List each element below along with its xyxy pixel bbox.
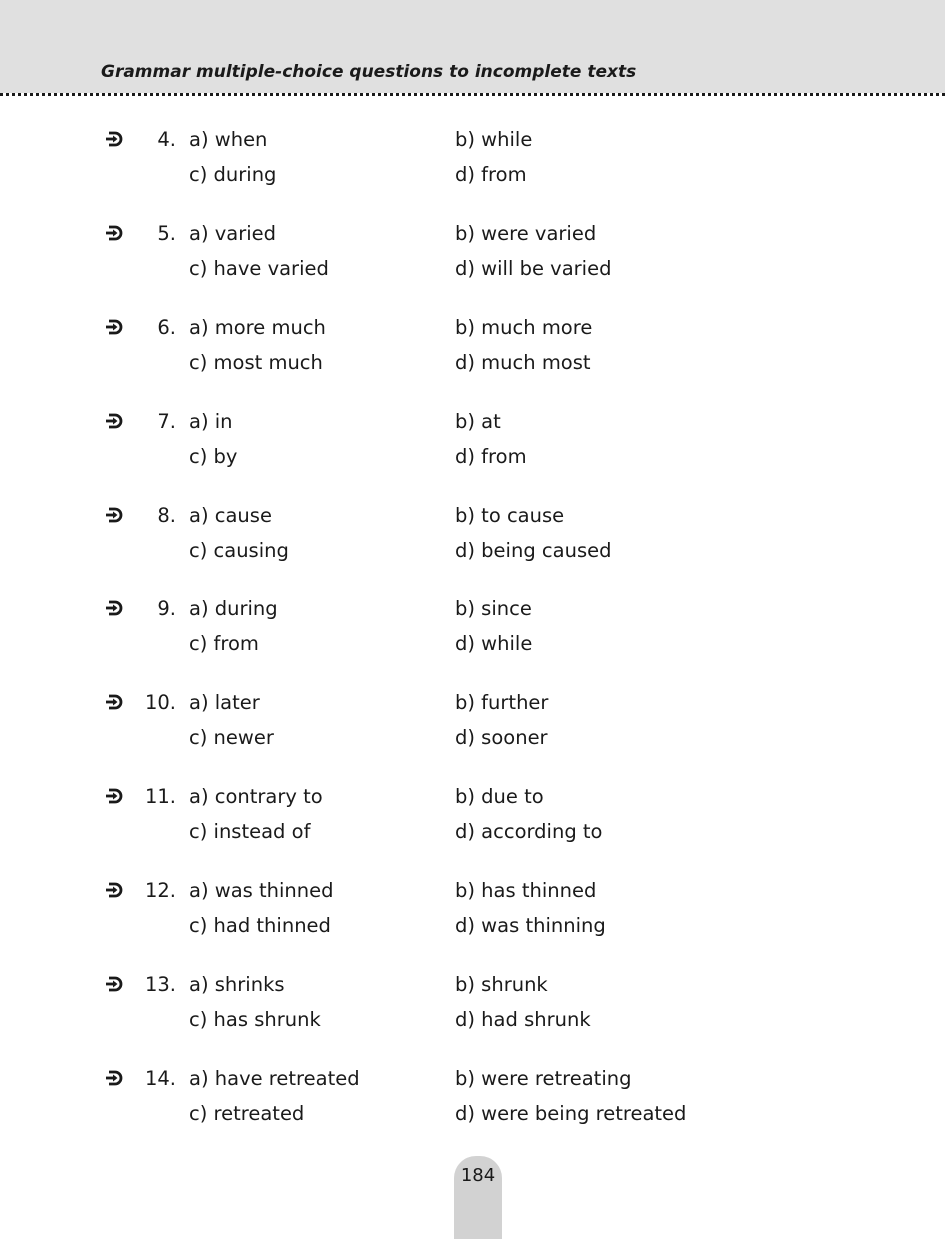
question-item [0,504,945,574]
option-d: d) much most [455,351,591,374]
curved-arrow-icon [104,785,126,807]
option-b: b) to cause [455,504,565,527]
question-number: 8. [157,504,176,527]
option-b: b) much more [455,316,593,339]
curved-arrow-icon [104,410,126,432]
option-b: b) has thinned [455,879,597,902]
question-item [0,1067,945,1137]
page-number-tab [454,1156,502,1239]
option-c: c) have varied [189,257,329,280]
option-c: c) has shrunk [189,1008,321,1031]
question-number: 9. [157,597,176,620]
option-d: d) being caused [455,539,612,562]
option-b: b) shrunk [455,973,548,996]
option-d: d) were being retreated [455,1102,687,1125]
question-number: 14. [144,1067,176,1090]
question-item [0,316,945,386]
question-item [0,691,945,761]
curved-arrow-icon [104,691,126,713]
option-c: c) causing [189,539,289,562]
question-item [0,128,945,198]
option-d: d) according to [455,820,603,843]
option-c: c) during [189,163,277,186]
option-d: d) from [455,445,527,468]
question-item [0,410,945,480]
option-c: c) retreated [189,1102,305,1125]
question-number: 6. [157,316,176,339]
option-c: c) by [189,445,238,468]
curved-arrow-icon [104,504,126,526]
question-item [0,879,945,949]
question-number: 13. [144,973,176,996]
option-c: c) instead of [189,820,311,843]
question-item [0,597,945,667]
option-b: b) since [455,597,532,620]
option-c: c) from [189,632,259,655]
option-b: b) further [455,691,549,714]
page-number: 184 [460,1165,496,1186]
question-number: 12. [144,879,176,902]
option-c: c) most much [189,351,323,374]
question-number: 7. [157,410,176,433]
option-a: a) during [189,597,278,620]
option-b: b) due to [455,785,544,808]
curved-arrow-icon [104,1067,126,1089]
section-title: Grammar multiple-choice questions to incomplete texts [101,62,637,82]
option-d: d) sooner [455,726,548,749]
option-a: a) varied [189,222,277,245]
option-b: b) were retreating [455,1067,632,1090]
question-number: 10. [144,691,176,714]
question-number: 5. [157,222,176,245]
option-d: d) will be varied [455,257,612,280]
question-number: 11. [144,785,176,808]
curved-arrow-icon [104,128,126,150]
option-d: d) was thinning [455,914,606,937]
question-item [0,785,945,855]
option-a: a) cause [189,504,272,527]
option-b: b) while [455,128,533,151]
option-d: d) while [455,632,533,655]
option-a: a) when [189,128,268,151]
option-a: a) contrary to [189,785,323,808]
option-d: d) had shrunk [455,1008,591,1031]
option-a: a) more much [189,316,326,339]
option-a: a) shrinks [189,973,285,996]
option-d: d) from [455,163,527,186]
option-a: a) later [189,691,260,714]
option-b: b) at [455,410,501,433]
option-a: a) have retreated [189,1067,360,1090]
option-c: c) newer [189,726,274,749]
option-c: c) had thinned [189,914,331,937]
question-number: 4. [157,128,176,151]
option-a: a) was thinned [189,879,334,902]
option-a: a) in [189,410,233,433]
option-b: b) were varied [455,222,597,245]
curved-arrow-icon [104,597,126,619]
question-item [0,222,945,292]
curved-arrow-icon [104,879,126,901]
curved-arrow-icon [104,973,126,995]
curved-arrow-icon [104,316,126,338]
curved-arrow-icon [104,222,126,244]
question-item [0,973,945,1043]
